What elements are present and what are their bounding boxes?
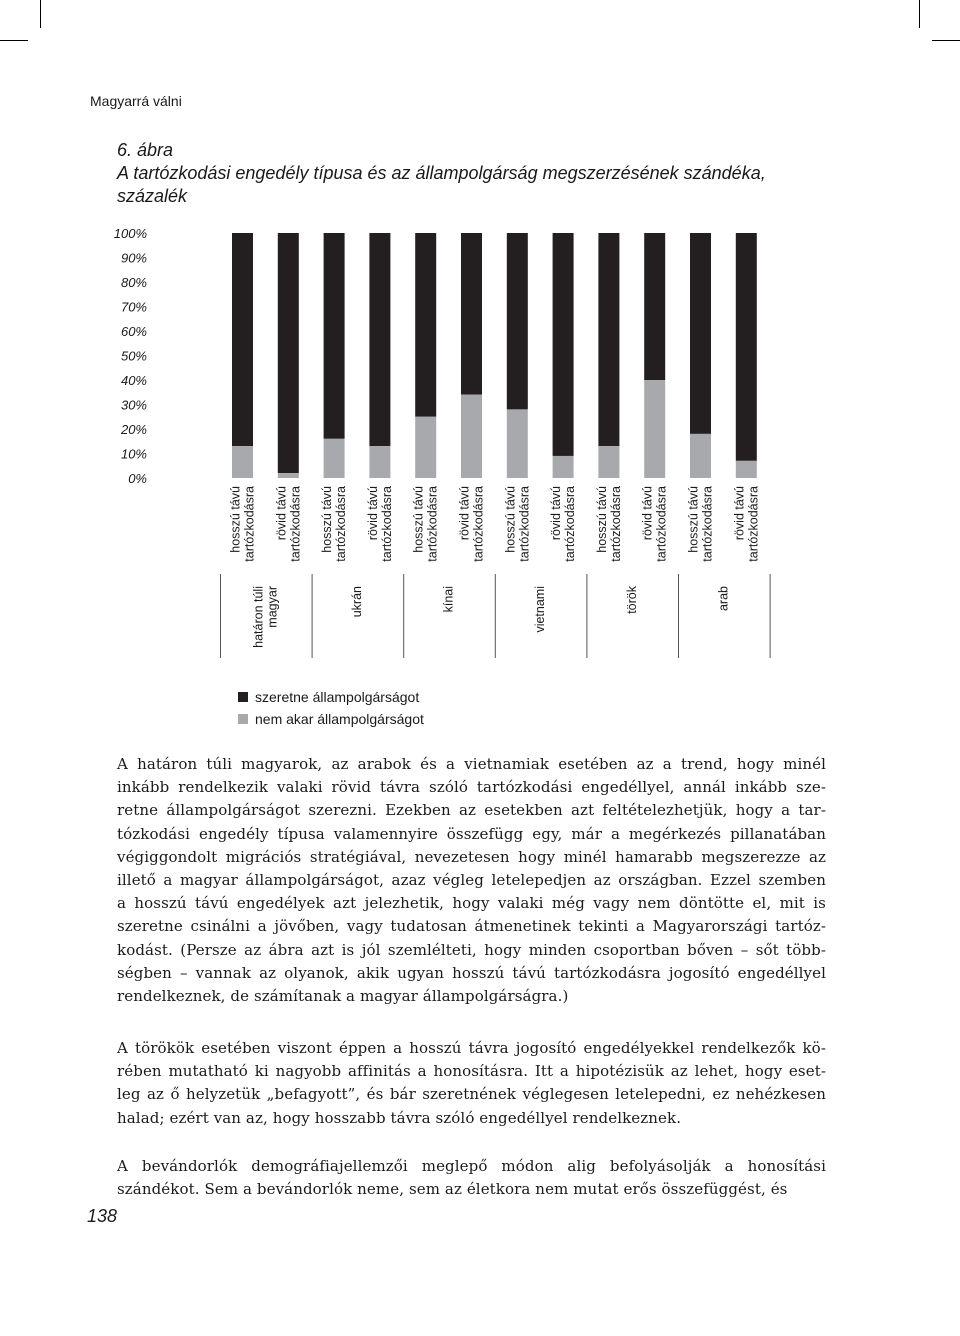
y-tick-label: 60%: [120, 324, 147, 339]
bar-segment-not-wants: [369, 446, 390, 478]
figure-number: 6. ábra: [117, 140, 174, 160]
bar-segment-wants: [553, 233, 574, 456]
group-label: arab: [716, 586, 731, 612]
bar-segment-not-wants: [415, 417, 436, 478]
text-line: kodást. (Persze az ábra azt is jól szemlélteti, hogy minden csoportban bőven – sőt több-: [117, 940, 826, 959]
bar-segment-wants: [736, 233, 757, 461]
y-tick-label: 30%: [120, 397, 147, 413]
y-tick-label: 100%: [113, 226, 147, 241]
text-line: retne állampolgárságot szerezni. Ezekben az esetekben azt feltételezhetjük, hogy a tar-: [117, 801, 826, 820]
x-tick-label: hosszú távútartózkodásra: [228, 486, 257, 562]
text-line: A határon túli magyarok, az arabok és a vietnamiak esetében az a trend, hogy minél: [117, 755, 826, 773]
y-tick-label: 70%: [120, 299, 147, 315]
x-tick-label: rövid távútartózkodásra: [549, 486, 578, 562]
text-line: rendelkeznek, de számítanak a magyar állampolgárságra.): [117, 987, 569, 1006]
x-tick-label: rövid távútartózkodásra: [365, 486, 394, 562]
text-line: inkább rendelkezik valaki rövid távra szóló tartózkodási engedéllyel, annál inkább sze-: [117, 778, 826, 797]
bar-segment-wants: [690, 233, 711, 434]
legend-item-not-wants: [238, 708, 424, 730]
text-line: szándékot. Sem a bevándorlók neme, sem az életkora nem mutat erős összefüggést, és: [117, 1180, 788, 1199]
figure-title: A tartózkodási engedély típusa és az állampolgárság megszerzésének szándéka, százalék: [117, 163, 766, 206]
y-tick-label: 90%: [120, 250, 147, 266]
x-tick-label: hosszú távútartózkodásra: [411, 486, 440, 562]
bar-segment-not-wants: [736, 461, 757, 478]
bar-segment-not-wants: [278, 473, 299, 478]
text-line: A törökök esetében viszont éppen a hosszú távra jogosító engedélyekkel rendelkezők kö-: [117, 1039, 826, 1057]
text-line: rében mutatható ki nagyobb affinitás a honosításra. Itt a hipotézisük az lehet, hogy eset-: [117, 1062, 826, 1081]
group-label: vietnami: [533, 586, 548, 633]
text-line: ségben – vannak az olyanok, akik ugyan hosszú távú tartózkodásra jogosító engedéllyel: [117, 963, 826, 982]
legend-label-not-wants: nem akar állampolgárságot: [255, 711, 424, 727]
text-line: végiggondolt migrációs stratégiával, nevezetesen hogy minél hamarabb megszerezze az: [117, 847, 826, 866]
y-tick-label: 10%: [120, 446, 147, 462]
bar-segment-not-wants: [644, 380, 665, 478]
bar-segment-wants: [507, 233, 528, 409]
bar-segment-wants: [324, 233, 345, 439]
bar-segment-wants: [461, 233, 482, 395]
bar-segment-not-wants: [598, 446, 619, 478]
y-tick-label: 80%: [120, 275, 147, 290]
bar-segment-not-wants: [690, 434, 711, 478]
text-line: halad; ezért van az, hogy hosszabb távra szóló engedéllyel rendelkeznek.: [117, 1108, 682, 1127]
text-line: leg az ő helyzetük „befagyott”, és bár szeretnének véglegesen letelepedni, ez nehézkesen: [117, 1085, 826, 1104]
legend-swatch-wants: [238, 692, 248, 702]
bar-segment-not-wants: [507, 409, 528, 478]
chart-legend: [238, 686, 424, 730]
text-line: szeretne csinálni a jövőben, vagy tudatosan átmenetinek tekinti a Magyarországi tartóz-: [117, 917, 826, 936]
bar-segment-not-wants: [461, 395, 482, 478]
group-label: határon túlimagyar: [251, 586, 280, 648]
body-paragraph-1: [117, 753, 826, 1008]
group-label: ukrán: [350, 586, 364, 618]
bar-segment-wants: [278, 233, 299, 473]
text-line: illető a magyar állampolgárságot, azaz végleg letelepedjen az országban. Ezzel szemben: [117, 871, 826, 890]
legend-item-wants: [238, 686, 424, 708]
bar-segment-wants: [232, 233, 253, 446]
group-label: török: [624, 586, 639, 614]
bar-segment-not-wants: [553, 456, 574, 478]
text-line: A bevándorlók demográfiajellemzői meglepő módon alig befolyásolják a honosítási: [117, 1157, 826, 1175]
legend-label-wants: szeretne állampolgárságot: [255, 689, 420, 705]
y-tick-label: 50%: [120, 348, 147, 364]
x-tick-label: rövid távútartózkodásra: [457, 486, 486, 562]
running-head: Magyarrá válni: [90, 93, 182, 109]
x-tick-label: hosszú távútartózkodásra: [686, 486, 715, 562]
text-line: a hosszú távú engedélyek azt jelezhetik, hogy valaki még vagy nem döntötte el, mit is: [117, 894, 826, 913]
y-tick-label: 40%: [120, 373, 147, 388]
bar-segment-wants: [415, 233, 436, 417]
x-tick-label: hosszú távútartózkodásra: [503, 486, 532, 562]
page-number: 138: [87, 1206, 118, 1226]
group-label: kínai: [441, 586, 456, 613]
x-tick-label: hosszú távútartózkodásra: [594, 486, 623, 562]
legend-swatch-not-wants: [238, 714, 248, 724]
body-paragraph-3: [117, 1155, 826, 1201]
body-paragraph-2: [117, 1037, 826, 1130]
bar-segment-wants: [369, 233, 390, 446]
y-tick-label: 20%: [120, 422, 147, 437]
x-tick-label: hosszú távútartózkodásra: [320, 486, 349, 562]
x-tick-label: rövid távútartózkodásra: [640, 486, 669, 562]
y-tick-label: 0%: [128, 471, 147, 486]
text-line: tózkodási engedély típusa valamennyire összefügg egy, már a megérkezés pillanatában: [117, 824, 826, 843]
bar-segment-not-wants: [324, 439, 345, 478]
x-tick-label: rövid távútartózkodásra: [274, 486, 303, 562]
x-tick-label: rövid távútartózkodásra: [732, 486, 761, 562]
bar-segment-not-wants: [232, 446, 253, 478]
bar-segment-wants: [598, 233, 619, 446]
bar-segment-wants: [644, 233, 665, 380]
